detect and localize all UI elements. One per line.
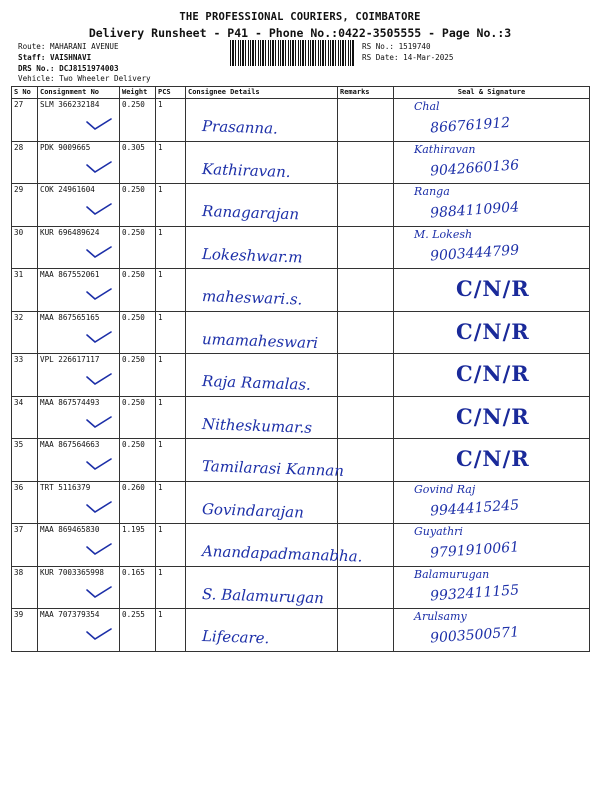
consignment-number: MAA 867565165 <box>40 312 100 322</box>
signature-block <box>396 100 587 137</box>
row-sno: 32 <box>12 311 38 354</box>
cnr-mark: C/N/R <box>456 318 530 344</box>
cnr-mark: C/N/R <box>456 446 530 471</box>
row-pcs: 1 <box>156 226 186 269</box>
row-weight: 0.250 <box>120 99 156 142</box>
consignment-number: MAA 867564663 <box>40 440 100 449</box>
check-mark-icon <box>86 542 112 556</box>
row-weight: 0.165 <box>120 566 156 609</box>
signature-block <box>396 567 587 604</box>
row-signature <box>394 184 590 227</box>
row-weight: 0.260 <box>120 481 156 524</box>
col-weight: Weight <box>120 87 156 99</box>
cnr-mark: C/N/R <box>456 276 530 301</box>
consignee-name: Lokeshwar.m <box>201 244 303 267</box>
company-title: THE PROFESSIONAL COURIERS, COIMBATORE <box>179 11 421 23</box>
row-consignee <box>186 269 338 312</box>
row-sno: 29 <box>12 184 38 227</box>
check-mark-icon <box>86 287 112 301</box>
row-weight: 0.250 <box>120 396 156 439</box>
signature-phone: 9791910061 <box>429 539 520 562</box>
table-row <box>12 396 590 439</box>
row-sno: 28 <box>12 141 38 184</box>
consignee-name: Raja Ramalas. <box>201 372 312 394</box>
cnr-mark: C/N/R <box>456 361 530 386</box>
signature-block <box>396 142 587 179</box>
row-signature <box>394 524 590 567</box>
rs-date: RS Date: 14-Mar-2025 <box>362 53 454 62</box>
row-consignment <box>38 226 120 269</box>
row-consignment <box>38 609 120 652</box>
row-sno: 33 <box>12 354 38 397</box>
runsheet-subtitle: Delivery Runsheet - P41 - Phone No.:0422-3505555 - Page No.:3 <box>88 26 512 40</box>
col-sno: S No <box>12 87 38 99</box>
row-remarks <box>338 609 394 652</box>
consignee-name: umamaheswari <box>201 329 319 352</box>
row-pcs: 1 <box>156 481 186 524</box>
check-mark-icon <box>86 415 112 429</box>
consignment-number: VPL 226617117 <box>40 355 100 364</box>
signature-scribble: Arulsamy <box>414 610 467 623</box>
row-remarks <box>338 99 394 142</box>
row-consignee <box>186 99 338 142</box>
row-sno: 34 <box>12 396 38 439</box>
row-consignee <box>186 141 338 184</box>
row-weight: 0.250 <box>120 311 156 354</box>
table-header-row <box>12 87 590 99</box>
table-row <box>12 354 590 397</box>
consignee-name: Ranagarajan <box>201 202 300 224</box>
signature-phone: 9932411155 <box>429 581 520 604</box>
row-sno: 38 <box>12 566 38 609</box>
check-mark-icon <box>86 117 112 131</box>
row-remarks <box>338 184 394 227</box>
consignee-name: Nitheskumar.s <box>201 414 313 437</box>
table-row <box>12 226 590 269</box>
consignment-number: TRT 5116379 <box>40 482 91 492</box>
signature-scribble: M. Lokesh <box>414 227 473 241</box>
row-remarks <box>338 269 394 312</box>
row-consignee <box>186 524 363 567</box>
consignment-number: COK 24961604 <box>40 185 95 194</box>
row-remarks <box>338 311 394 354</box>
row-remarks <box>338 481 394 524</box>
row-sno: 36 <box>12 481 38 524</box>
row-consignee <box>186 566 338 609</box>
signature-phone: 9003444799 <box>429 241 520 264</box>
signature-phone: 9944415245 <box>429 496 520 519</box>
table-row <box>12 524 590 567</box>
row-consignment <box>38 566 120 609</box>
row-pcs: 1 <box>156 396 186 439</box>
row-weight: 0.255 <box>120 609 156 652</box>
col-pcs: PCS <box>156 87 186 99</box>
col-consignee: Consignee Details <box>186 87 338 99</box>
row-signature <box>394 609 590 652</box>
table-row <box>12 311 590 354</box>
row-remarks <box>338 354 394 397</box>
signature-phone: 9042660136 <box>429 156 520 179</box>
row-pcs: 1 <box>156 141 186 184</box>
check-mark-icon <box>86 627 112 641</box>
row-signature <box>394 354 590 397</box>
row-remarks <box>338 439 394 482</box>
signature-phone: 9884110904 <box>429 199 520 222</box>
consignee-name: Prasanna. <box>201 117 279 138</box>
row-signature <box>394 481 590 524</box>
row-pcs: 1 <box>156 566 186 609</box>
row-pcs: 1 <box>156 311 186 354</box>
row-consignee <box>186 354 338 397</box>
check-mark-icon <box>86 372 112 386</box>
row-signature <box>394 566 590 609</box>
barcode-image <box>230 40 355 66</box>
row-signature <box>394 99 590 142</box>
signature-scribble: Govind Raj <box>414 482 476 496</box>
row-weight: 0.250 <box>120 226 156 269</box>
cnr-mark: C/N/R <box>456 403 530 429</box>
row-sno: 37 <box>12 524 38 567</box>
signature-block <box>396 185 587 222</box>
row-remarks <box>338 566 394 609</box>
row-sno: 30 <box>12 226 38 269</box>
table-row <box>12 439 590 482</box>
drs-label: DRS No.: DCJ8151974003 <box>18 64 119 73</box>
row-pcs: 1 <box>156 524 186 567</box>
table-row <box>12 609 590 652</box>
row-pcs: 1 <box>156 354 186 397</box>
row-sno: 27 <box>12 99 38 142</box>
col-remarks: Remarks <box>338 87 394 99</box>
consignment-number: MAA 869465830 <box>40 525 100 534</box>
row-consignee <box>186 609 338 652</box>
row-pcs: 1 <box>156 609 186 652</box>
signature-phone: 866761912 <box>429 114 511 137</box>
consignee-name: Anandapadmanabha. <box>201 542 363 566</box>
row-consignment <box>38 439 120 482</box>
row-consignee <box>186 184 338 227</box>
consignment-number: MAA 867552061 <box>40 270 100 279</box>
consignment-number: MAA 867574493 <box>40 397 100 407</box>
vehicle-label: Vehicle: Two Wheeler Delivery <box>18 74 151 83</box>
consignee-name: maheswari.s. <box>201 287 303 309</box>
row-consignee <box>186 396 338 439</box>
row-signature <box>394 226 590 269</box>
row-pcs: 1 <box>156 439 186 482</box>
check-mark-icon <box>86 457 112 471</box>
row-consignment <box>38 396 120 439</box>
row-consignment <box>38 311 120 354</box>
row-consignee <box>186 226 338 269</box>
consignment-number: MAA 707379354 <box>40 610 100 619</box>
consignee-name: Kathiravan. <box>201 159 291 181</box>
consignee-name: Lifecare. <box>201 627 270 648</box>
table-row <box>12 141 590 184</box>
row-signature <box>394 141 590 184</box>
consignee-name: Tamilarasi Kannan <box>201 457 345 480</box>
signature-block <box>396 610 587 647</box>
check-mark-icon <box>86 500 112 514</box>
row-consignment <box>38 141 120 184</box>
row-sno: 35 <box>12 439 38 482</box>
row-pcs: 1 <box>156 269 186 312</box>
consignment-number: KUR 696489624 <box>40 227 100 237</box>
row-weight: 0.250 <box>120 184 156 227</box>
row-consignee <box>186 481 338 524</box>
col-signature: Seal & Signature <box>394 87 590 99</box>
row-sno: 39 <box>12 609 38 652</box>
row-consignment <box>38 99 120 142</box>
check-mark-icon <box>86 245 112 259</box>
row-consignment <box>38 269 120 312</box>
row-weight: 0.250 <box>120 269 156 312</box>
staff-label: Staff: VAISHNAVI <box>18 53 92 62</box>
rs-number: RS No.: 1519740 <box>362 42 431 51</box>
row-signature <box>394 311 590 354</box>
row-pcs: 1 <box>156 99 186 142</box>
row-consignment <box>38 184 120 227</box>
row-weight: 1.195 <box>120 524 156 567</box>
col-consignment: Consignment No <box>38 87 120 99</box>
row-consignment <box>38 524 120 567</box>
check-mark-icon <box>86 202 112 216</box>
row-signature <box>394 439 590 482</box>
row-weight: 0.250 <box>120 354 156 397</box>
signature-block <box>396 227 587 264</box>
table-row <box>12 99 590 142</box>
signature-scribble: Guyathri <box>414 525 463 538</box>
consignment-number: PDK 9009665 <box>40 142 91 152</box>
table-row <box>12 269 590 312</box>
signature-scribble: Chal <box>414 100 440 113</box>
check-mark-icon <box>86 160 112 174</box>
row-signature <box>394 396 590 439</box>
row-sno: 31 <box>12 269 38 312</box>
row-remarks <box>338 141 394 184</box>
check-mark-icon <box>86 330 112 344</box>
consignment-number: SLM 366232184 <box>40 100 100 109</box>
route-label: Route: MAHARANI AVENUE <box>18 42 119 51</box>
delivery-table <box>11 86 590 652</box>
table-row <box>12 184 590 227</box>
signature-scribble: Ranga <box>414 185 450 198</box>
signature-block <box>396 525 587 562</box>
signature-phone: 9003500571 <box>429 624 520 647</box>
row-consignment <box>38 481 120 524</box>
row-remarks <box>338 226 394 269</box>
signature-scribble: Kathiravan <box>414 142 476 156</box>
row-weight: 0.250 <box>120 439 156 482</box>
table-row <box>12 481 590 524</box>
row-signature <box>394 269 590 312</box>
row-remarks <box>338 396 394 439</box>
consignment-number: KUR 7003365998 <box>40 567 105 577</box>
signature-block <box>396 482 587 519</box>
row-pcs: 1 <box>156 184 186 227</box>
row-consignee <box>186 311 338 354</box>
signature-scribble: Balamurugan <box>414 567 490 581</box>
consignee-name: Govindarajan <box>201 499 305 522</box>
row-consignment <box>38 354 120 397</box>
row-weight: 0.305 <box>120 141 156 184</box>
table-row <box>12 566 590 609</box>
check-mark-icon <box>86 585 112 599</box>
consignee-name: S. Balamurugan <box>201 584 325 607</box>
row-consignee <box>186 439 345 482</box>
